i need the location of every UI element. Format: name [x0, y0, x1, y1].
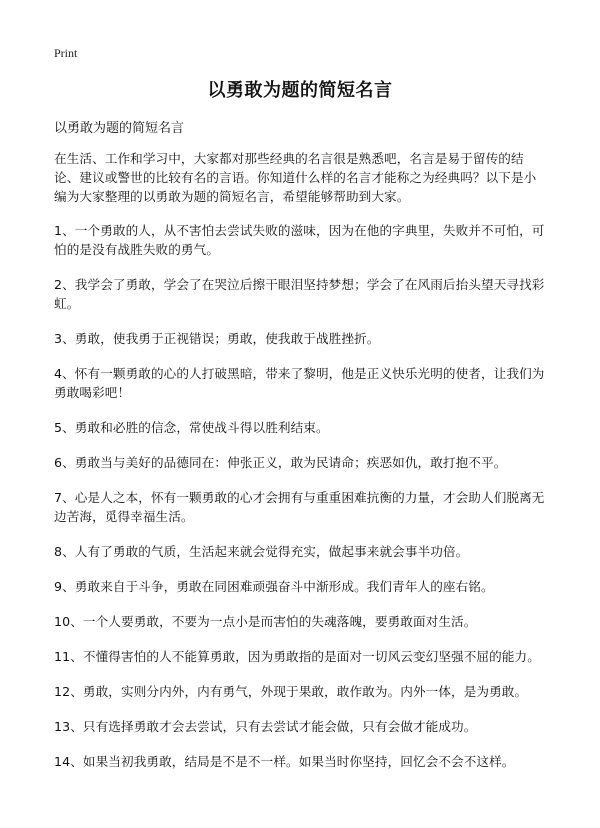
quote-paragraph-2: 2、我学会了勇敢，学会了在哭泣后擦干眼泪坚持梦想；学会了在风雨后抬头望天寻找彩虹。 [54, 277, 545, 311]
intro-paragraph: 在生活、工作和学习中，大家都对那些经典的名言很是熟悉吧，名言是易于留传的结论、建议或警世的比较有名的言语。你知道什么样的名言才能称之为经典吗？以下是小编为大家整理的以勇敢为题的简短名言，希望能够帮助到大家。 [54, 151, 537, 204]
quote-paragraph-13: 13、只有选择勇敢才会去尝试，只有去尝试才能会做，只有会做才能成功。 [54, 719, 477, 734]
quote-paragraph-3: 3、勇敢，使我勇于正视错误；勇敢，使我敢于战胜挫折。 [54, 331, 380, 346]
quote-paragraph-5: 5、勇敢和必胜的信念，常使战斗得以胜利结束。 [54, 420, 329, 435]
quote-paragraph-10: 10、一个人要勇敢，不要为一点小是而害怕的失魂落魄，要勇敢面对生活。 [54, 614, 477, 629]
quote-paragraph-6: 6、勇敢当与美好的品德同在：伸张正义，敢为民请命；疾恶如仇，敢打抱不平。 [54, 455, 507, 470]
quote-paragraph-1: 1、一个勇敢的人，从不害怕去尝试失败的滋味，因为在他的字典里，失败并不可怕，可怕的是没有战胜失败的勇气。 [54, 223, 545, 257]
document-body [54, 149, 548, 787]
quote-paragraph-7: 7、心是人之本，怀有一颗勇敢的心才会拥有与重重困难抗衡的力量，才会助人们脱离无边苦海，觅得幸福生活。 [54, 490, 545, 524]
document-subtitle: 以勇敢为题的简短名言 [54, 121, 185, 136]
document-title: 以勇敢为题的简短名言 [207, 80, 393, 101]
quote-paragraph-14: 14、如果当初我勇敢，结局是不是不一样。如果当时你坚持，回忆会不会不这样。 [54, 754, 515, 769]
quote-paragraph-9: 9、勇敢来自于斗争，勇敢在同困难顽强奋斗中渐形成。我们青年人的座右铭。 [54, 579, 494, 594]
quote-paragraph-4: 4、怀有一颗勇敢的心的人打破黑暗，带来了黎明，他是正义快乐光明的使者，让我们为勇敢喝彩吧！ [54, 366, 545, 400]
quote-paragraph-11: 11、不懂得害怕的人不能算勇敢，因为勇敢指的是面对一切风云变幻坚强不屈的能力。 [54, 649, 540, 664]
quote-paragraph-12: 12、勇敢，实则分内外，内有勇气，外现于果敢，敢作敢为。内外一体，是为勇敢。 [54, 684, 528, 699]
print-link[interactable]: Print [54, 46, 78, 60]
quote-paragraph-8: 8、人有了勇敢的气质，生活起来就会觉得充实，做起事来就会事半功倍。 [54, 544, 469, 559]
